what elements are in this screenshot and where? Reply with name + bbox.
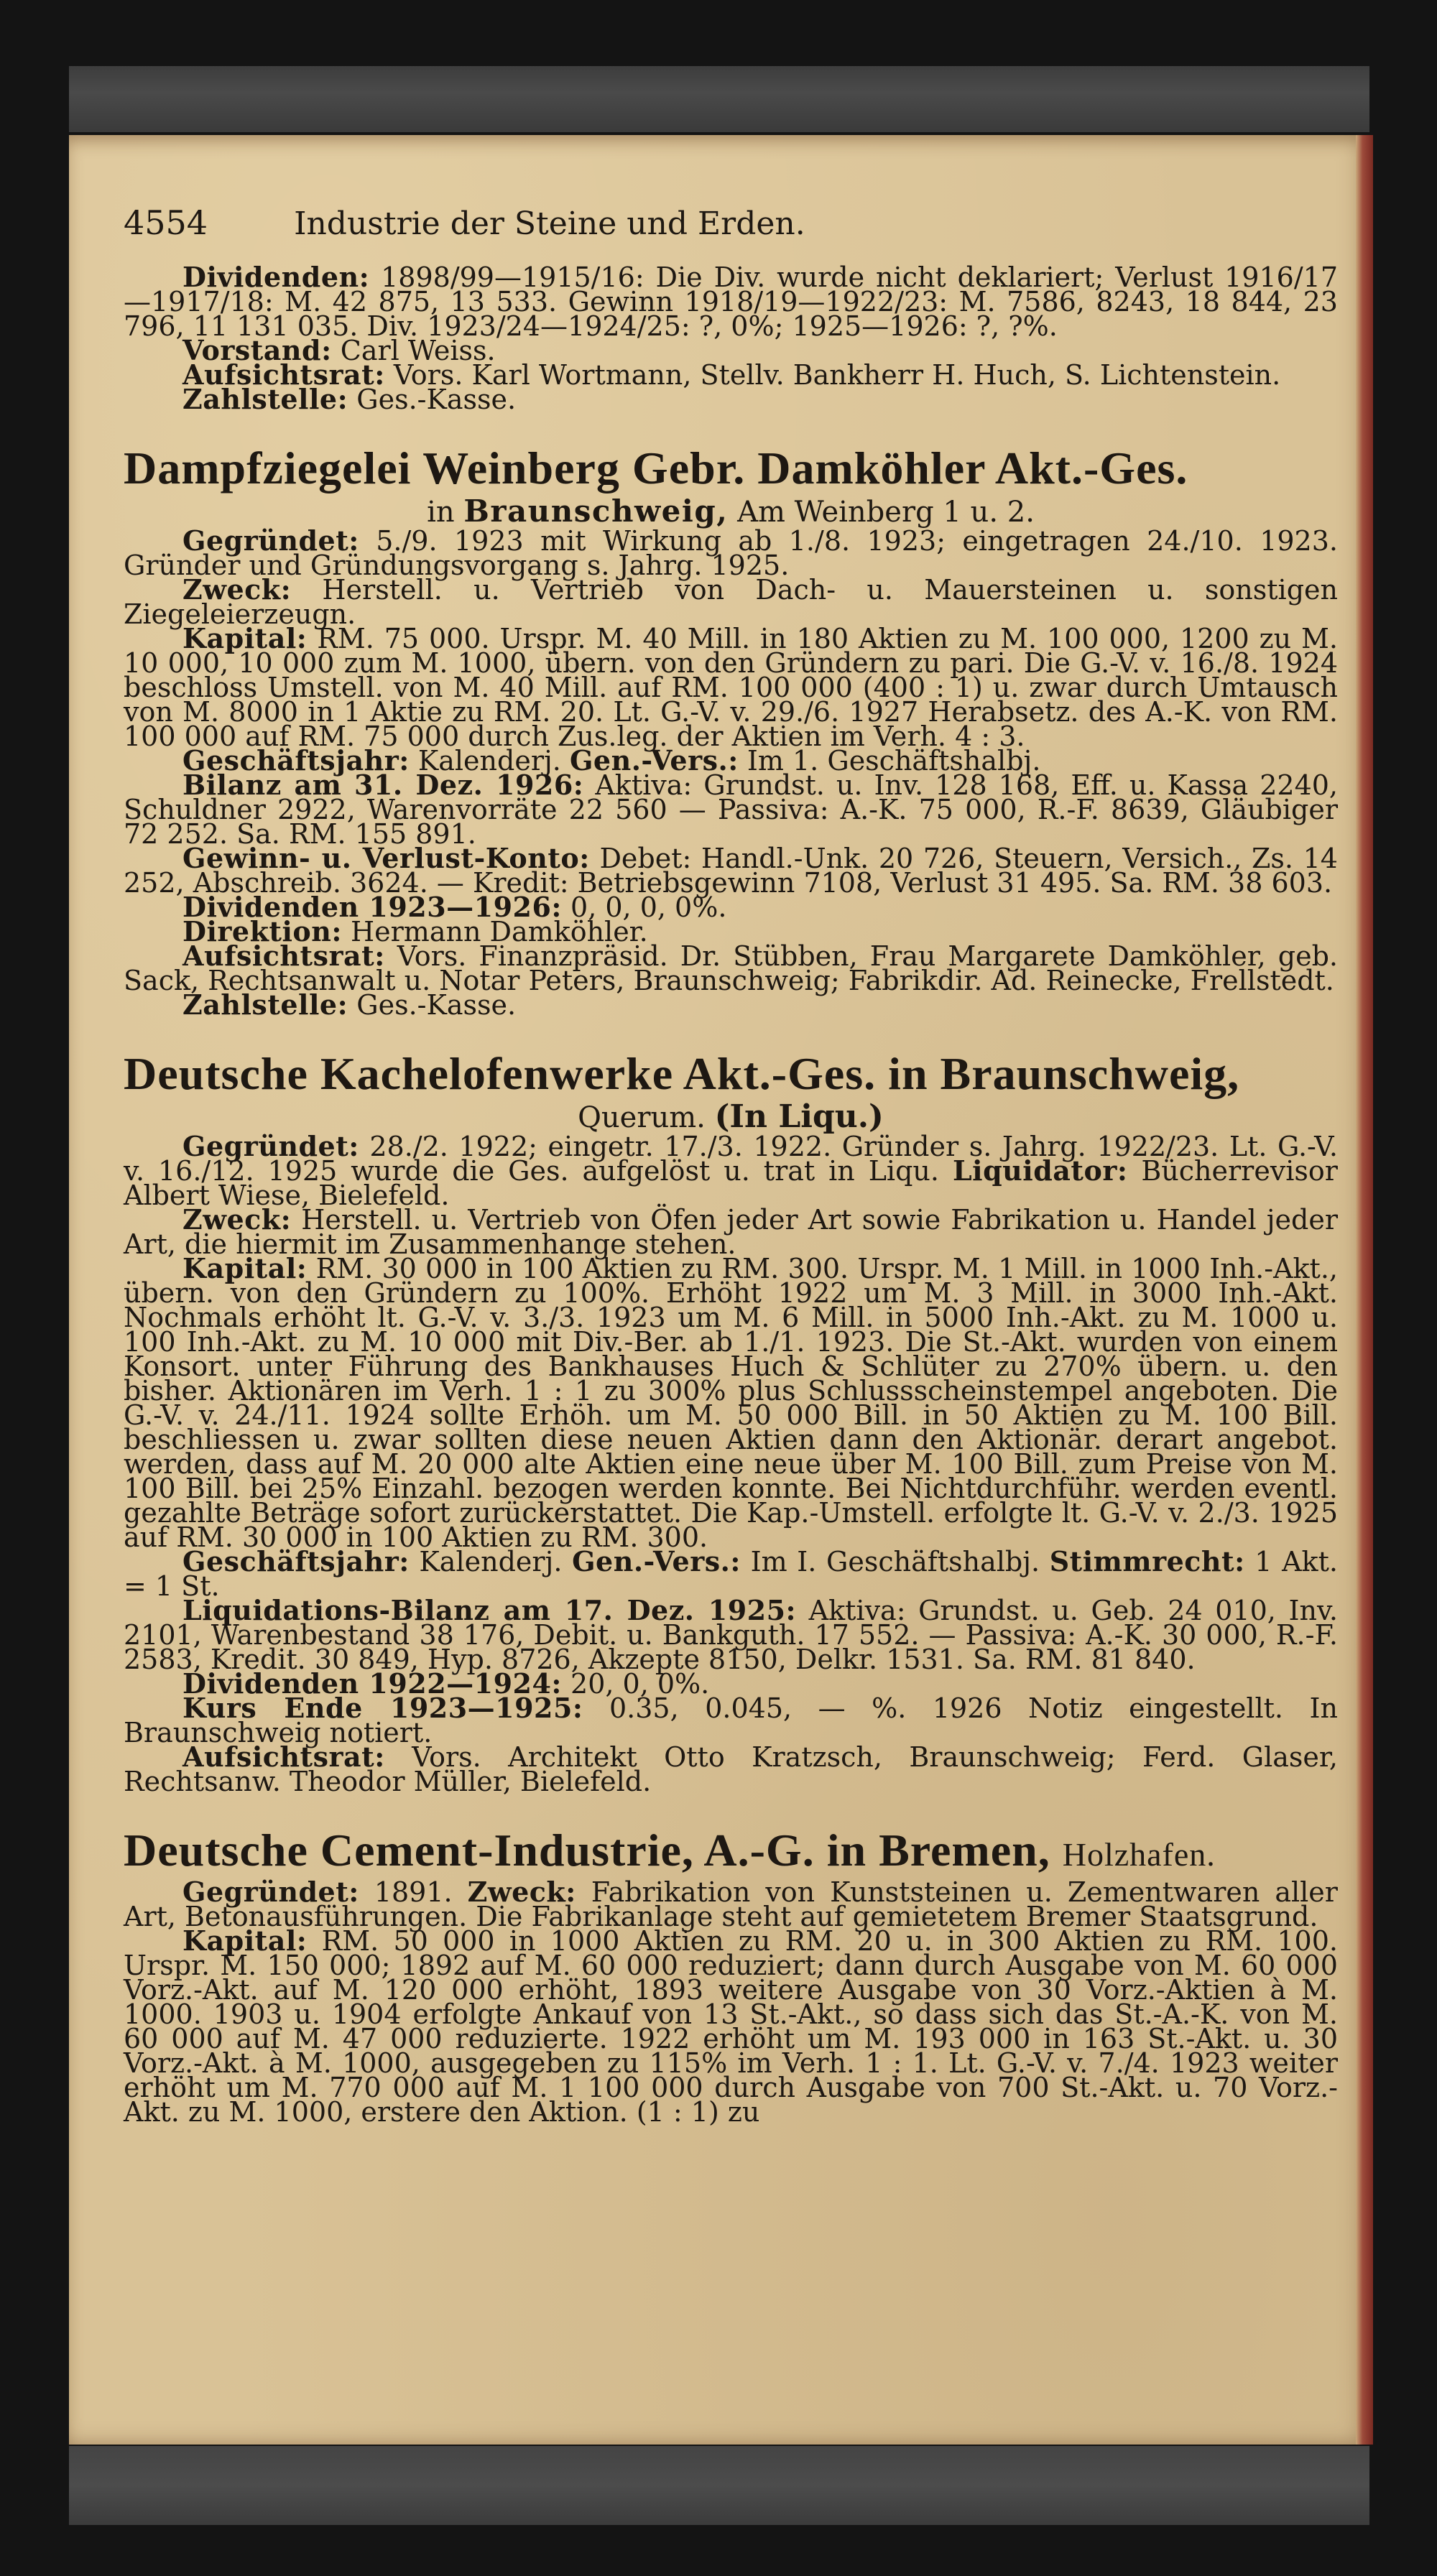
page-content bbox=[124, 203, 1338, 2128]
kapital-paragraph bbox=[124, 1252, 1338, 1553]
field-text: Hermann Damköhler. bbox=[351, 916, 648, 948]
field-label: Aufsichtsrat: bbox=[182, 358, 385, 391]
field-text: 1 Akt. = 1 St. bbox=[124, 1546, 1338, 1602]
field-label: Zahlstelle: bbox=[182, 988, 348, 1021]
company-title: Deutsche Kachelofenwerke Akt.-Ges. in Braunschweig, bbox=[124, 1048, 1240, 1099]
field-label: Zweck: bbox=[467, 1876, 576, 1908]
field-text: RM. 50 000 in 1000 Aktien zu RM. 20 u. in 300 Aktien zu RM. 100. Urspr. M. 150 000; 1892 auf M. 60 000 reduziert; dann durch Ausgabe von M. 60 000 Vorz.-Akt. auf M. 120 000 erhöht, 1893 weitere Ausgabe von 30 Vorz.-Aktien à M. 1000. 1903 u. 1904 erfolgte Ankauf von 13 St.-Akt., so dass sich das St.-A.-K. von M. 60 000 auf M. 47 000 reduzierte. 1922 erhöht um M. 193 000 in 163 St.-Akt. u. 30 Vorz.-Akt. à M. 1000, ausgegeben zu 115% im Verh. 1 : 1. Lt. G.-V. v. 7./4. 1923 weiter erhöht um M. 770 000 auf M. 1 100 000 durch Ausgabe von 700 St.-Akt. u. 70 Vorz.-Akt. zu M. 1000, erstere den Aktion. (1 : 1) zu bbox=[124, 1925, 1338, 2128]
company-subtitle bbox=[124, 494, 1338, 529]
field-label: Gen.-Vers.: bbox=[569, 744, 739, 777]
field-text: Vors. Architekt Otto Kratzsch, Braunschweig; Ferd. Glaser, Rechtsanw. Theodor Müller, Bielefeld. bbox=[124, 1741, 1338, 1797]
bilanz-paragraph bbox=[124, 769, 1338, 850]
field-text: Ges.-Kasse. bbox=[356, 384, 517, 415]
field-text: Herstell. u. Vertrieb von Öfen jeder Art sowie Fabrikation u. Handel jeder Art, die hiermit im Zusammenhange stehen. bbox=[124, 1204, 1338, 1260]
field-label: Zweck: bbox=[182, 573, 292, 606]
field-text: 5./9. 1923 mit Wirkung ab 1./8. 1923; eingetragen 24./10. 1923. Gründer und Gründungsvorgang s. Jahrg. 1925. bbox=[124, 525, 1338, 581]
field-text: Im I. Geschäftshalbj. bbox=[750, 1546, 1040, 1577]
field-text: RM. 30 000 in 100 Aktien zu RM. 300. Urspr. M. 1 Mill. in 1000 Inh.-Akt., übern. von den Gründern zu 100%. Erhöht 1922 um M. 3 Mill. in 3000 Inh.-Akt. Nochmals erhöht lt. G.-V. v. 3./3. 1923 um M. 6 Mill. in 5000 Inh.-Akt. zu M. 1000 u. 100 Inh.-Akt. zu M. 10 000 mit Div.-Ber. ab 1./1. 1923. Die St.-Akt. wurden von einem Konsort. unter Führung des Bankhauses Huch & Schlüter zu 270% übern. u. den bisher. Aktionären im Verh. 1 : 1 zu 300% plus Schlussscheinstempel angeboten. Die G.-V. v. 24./11. 1924 sollte Erhöh. um M. 50 000 Bill. in 50 Aktien zu M. 100 Bill. beschliessen u. zwar sollten diese neuen Aktien dann den Aktionär. derart angebot. werden, dass auf M. 20 000 alte Aktien eine neue über M. 100 Bill. zum Preise von M. 100 Bill. bei 25% Einzahl. bezogen werden konnte. Bei Nichtdurchführ. werden eventl. gezahlte Beträge sofort zurückerstattet. Die Kap.-Umstell. erfolgte lt. G.-V. v. 2./3. 1925 auf RM. 30 000 in 100 Aktien zu RM. 300. bbox=[124, 1253, 1338, 1553]
zweck-paragraph bbox=[124, 573, 1338, 630]
scanner-top-band bbox=[69, 66, 1369, 132]
field-label: Gegründet: bbox=[182, 1130, 359, 1162]
aufsichtsrat-paragraph bbox=[124, 940, 1338, 996]
field-label: Dividenden 1923—1926: bbox=[182, 891, 562, 923]
kapital-paragraph bbox=[124, 622, 1338, 752]
field-label: Dividenden 1922—1924: bbox=[182, 1667, 562, 1700]
field-label: Zweck: bbox=[182, 1203, 292, 1236]
field-text: Fabrikation von Kunststeinen u. Zementwaren aller Art, Betonausführungen. Die Fabrikanlage steht auf gemietetem Bremer Staatsgrund. bbox=[124, 1876, 1338, 1932]
company-title bbox=[124, 1825, 1338, 1880]
field-text: Bücherrevisor Albert Wiese, Bielefeld. bbox=[124, 1155, 1338, 1211]
field-label: Zahlstelle: bbox=[182, 383, 348, 415]
entry-continued bbox=[124, 261, 1338, 415]
field-text: Vors. Finanzpräsid. Dr. Stübben, Frau Margarete Damköhler, geb. Sack, Rechtsanwalt u. Notar Peters, Braunschweig; Fabrikdir. Ad. Reinecke, Frellstedt. bbox=[124, 940, 1338, 996]
gegruendet-paragraph bbox=[124, 524, 1338, 581]
field-text: 28./2. 1922; eingetr. 17./3. 1922. Gründer s. Jahrg. 1922/23. Lt. G.-V. v. 16./12. 1925 wurde die Ges. aufgelöst u. trat in Liqu. bbox=[124, 1131, 1338, 1187]
field-text: Kalenderj. bbox=[419, 1546, 563, 1577]
field-label: Dividenden: bbox=[182, 261, 370, 293]
gegruendet-paragraph bbox=[124, 1876, 1338, 1932]
field-text: Vors. Karl Wortmann, Stellv. Bankherr H. Huch, S. Lichtenstein. bbox=[393, 359, 1281, 391]
zahlstelle-paragraph bbox=[124, 988, 1338, 1021]
field-label: Gen.-Vers.: bbox=[572, 1545, 741, 1577]
field-text: Im 1. Geschäftshalbj. bbox=[747, 745, 1041, 777]
field-text: Herstell. u. Vertrieb von Dach- u. Mauersteinen u. sonstigen Ziegeleierzeugn. bbox=[124, 574, 1338, 630]
field-label: Liquidations-Bilanz am 17. Dez. 1925: bbox=[182, 1594, 797, 1626]
subtitle-prefix: in bbox=[427, 496, 455, 529]
field-label: Liquidator: bbox=[952, 1154, 1128, 1187]
field-text: 0, 0, 0, 0%. bbox=[570, 891, 727, 923]
gewinn-verlust-paragraph bbox=[124, 842, 1338, 899]
page-edge bbox=[1356, 135, 1373, 2445]
field-label: Kapital: bbox=[182, 1252, 308, 1284]
field-label: Gegründet: bbox=[182, 1876, 359, 1908]
field-label: Vorstand: bbox=[182, 334, 332, 366]
field-label: Kurs Ende 1923—1925: bbox=[182, 1692, 583, 1724]
field-text: Aktiva: Grundst. u. Inv. 128 168, Eff. u. Kassa 2240, Schuldner 2922, Warenvorräte 22 560 — Passiva: A.-K. 75 000, R.-F. 8639, Gläubiger 72 252. Sa. RM. 155 891. bbox=[124, 769, 1338, 850]
subtitle-city: Braunschweig, bbox=[463, 494, 729, 529]
kurs-paragraph bbox=[124, 1692, 1338, 1748]
field-label: Stimmrecht: bbox=[1049, 1545, 1245, 1577]
field-label: Geschäftsjahr: bbox=[182, 744, 410, 777]
field-label: Gewinn- u. Verlust-Konto: bbox=[182, 842, 590, 874]
field-text: 1891. bbox=[374, 1876, 453, 1908]
dividenden-paragraph bbox=[124, 261, 1338, 342]
field-text: Debet: Handl.-Unk. 20 726, Steuern, Versich., Zs. 14 252, Abschreib. 3624. — Kredit: Betriebsgewinn 7108, Verlust 31 495. Sa. RM. 38 603. bbox=[124, 843, 1338, 899]
field-text: RM. 75 000. Urspr. M. 40 Mill. in 180 Aktien zu M. 100 000, 1200 zu M. 10 000, 10 000 zum M. 1000, übern. von den Gründern zu pari. Die G.-V. v. 16./8. 1924 beschloss Umstell. von M. 40 Mill. auf RM. 100 000 (400 : 1) u. zwar durch Umtausch von M. 8000 in 1 Aktie zu RM. 20. Lt. G.-V. v. 29./6. 1927 Herabsetz. des A.-K. von RM. 100 000 auf RM. 75 000 durch Zus.leg. der Aktien im Verh. 4 : 3. bbox=[124, 623, 1338, 752]
company-entry-cement-industrie bbox=[124, 1825, 1338, 2128]
page-number: 4554 bbox=[124, 203, 208, 242]
geschaeftsjahr-paragraph bbox=[124, 1545, 1338, 1602]
zahlstelle-paragraph bbox=[124, 383, 1338, 415]
running-head bbox=[124, 203, 1338, 242]
scanner-bottom-band bbox=[69, 2446, 1369, 2525]
zweck-paragraph bbox=[124, 1203, 1338, 1260]
company-entry-dampfziegelei bbox=[124, 443, 1338, 1021]
field-label: Kapital: bbox=[182, 622, 308, 654]
company-title-name: Deutsche Cement-Industrie, A.-G. in Bremen, bbox=[124, 1825, 1050, 1876]
company-title-location: Holzhafen. bbox=[1062, 1836, 1216, 1873]
field-text: Ges.-Kasse. bbox=[356, 989, 517, 1021]
kapital-paragraph bbox=[124, 1924, 1338, 2128]
book-page bbox=[69, 135, 1373, 2445]
field-text: 1898/99—1915/16: Die Div. wurde nicht deklariert; Verlust 1916/17—1917/18: M. 42 875, 13 533. Gewinn 1918/19—1922/23: M. 7586, 8243, 18 844, 23 796, 11 131 035. Div. 1923/24—1924/25: ?, 0%; 1925—1926: ?, ?%. bbox=[124, 261, 1338, 342]
field-text: Aktiva: Grundst. u. Geb. 24 010, Inv. 2101, Warenbestand 38 176, Debit. u. Bankguth. 17 552. — Passiva: A.-K. 30 000, R.-F. 2583, Kredit. 30 849, Hyp. 8726, Akzepte 8150, Delkr. 1531. Sa. RM. 81 840. bbox=[124, 1595, 1338, 1675]
field-label: Aufsichtsrat: bbox=[182, 940, 385, 972]
company-title: Dampfziegelei Weinberg Gebr. Damköhler Akt.-Ges. bbox=[124, 443, 1188, 494]
company-subtitle bbox=[124, 1098, 1338, 1135]
field-text: 20, 0, 0%. bbox=[570, 1668, 710, 1700]
company-entry-kachelofenwerke bbox=[124, 1048, 1338, 1797]
field-label: Kapital: bbox=[182, 1924, 308, 1957]
subtitle-place: Querum. bbox=[578, 1101, 706, 1134]
subtitle-address: Am Weinberg 1 u. 2. bbox=[737, 496, 1035, 529]
aufsichtsrat-paragraph bbox=[124, 1741, 1338, 1797]
bilanz-paragraph bbox=[124, 1594, 1338, 1675]
running-title: Industrie der Steine und Erden. bbox=[294, 205, 805, 242]
field-label: Bilanz am 31. Dez. 1926: bbox=[182, 769, 584, 801]
field-label: Direktion: bbox=[182, 915, 342, 948]
liquidation-tag: (In Liqu.) bbox=[714, 1098, 884, 1135]
field-label: Gegründet: bbox=[182, 524, 359, 557]
field-label: Geschäftsjahr: bbox=[182, 1545, 410, 1577]
gegruendet-paragraph bbox=[124, 1130, 1338, 1211]
field-text: Carl Weiss. bbox=[340, 335, 496, 366]
field-text: Kalenderj. bbox=[417, 745, 561, 777]
field-text: 0.35, 0.045, — %. 1926 Notiz eingestellt. In Braunschweig notiert. bbox=[124, 1692, 1338, 1748]
field-label: Aufsichtsrat: bbox=[182, 1741, 385, 1773]
